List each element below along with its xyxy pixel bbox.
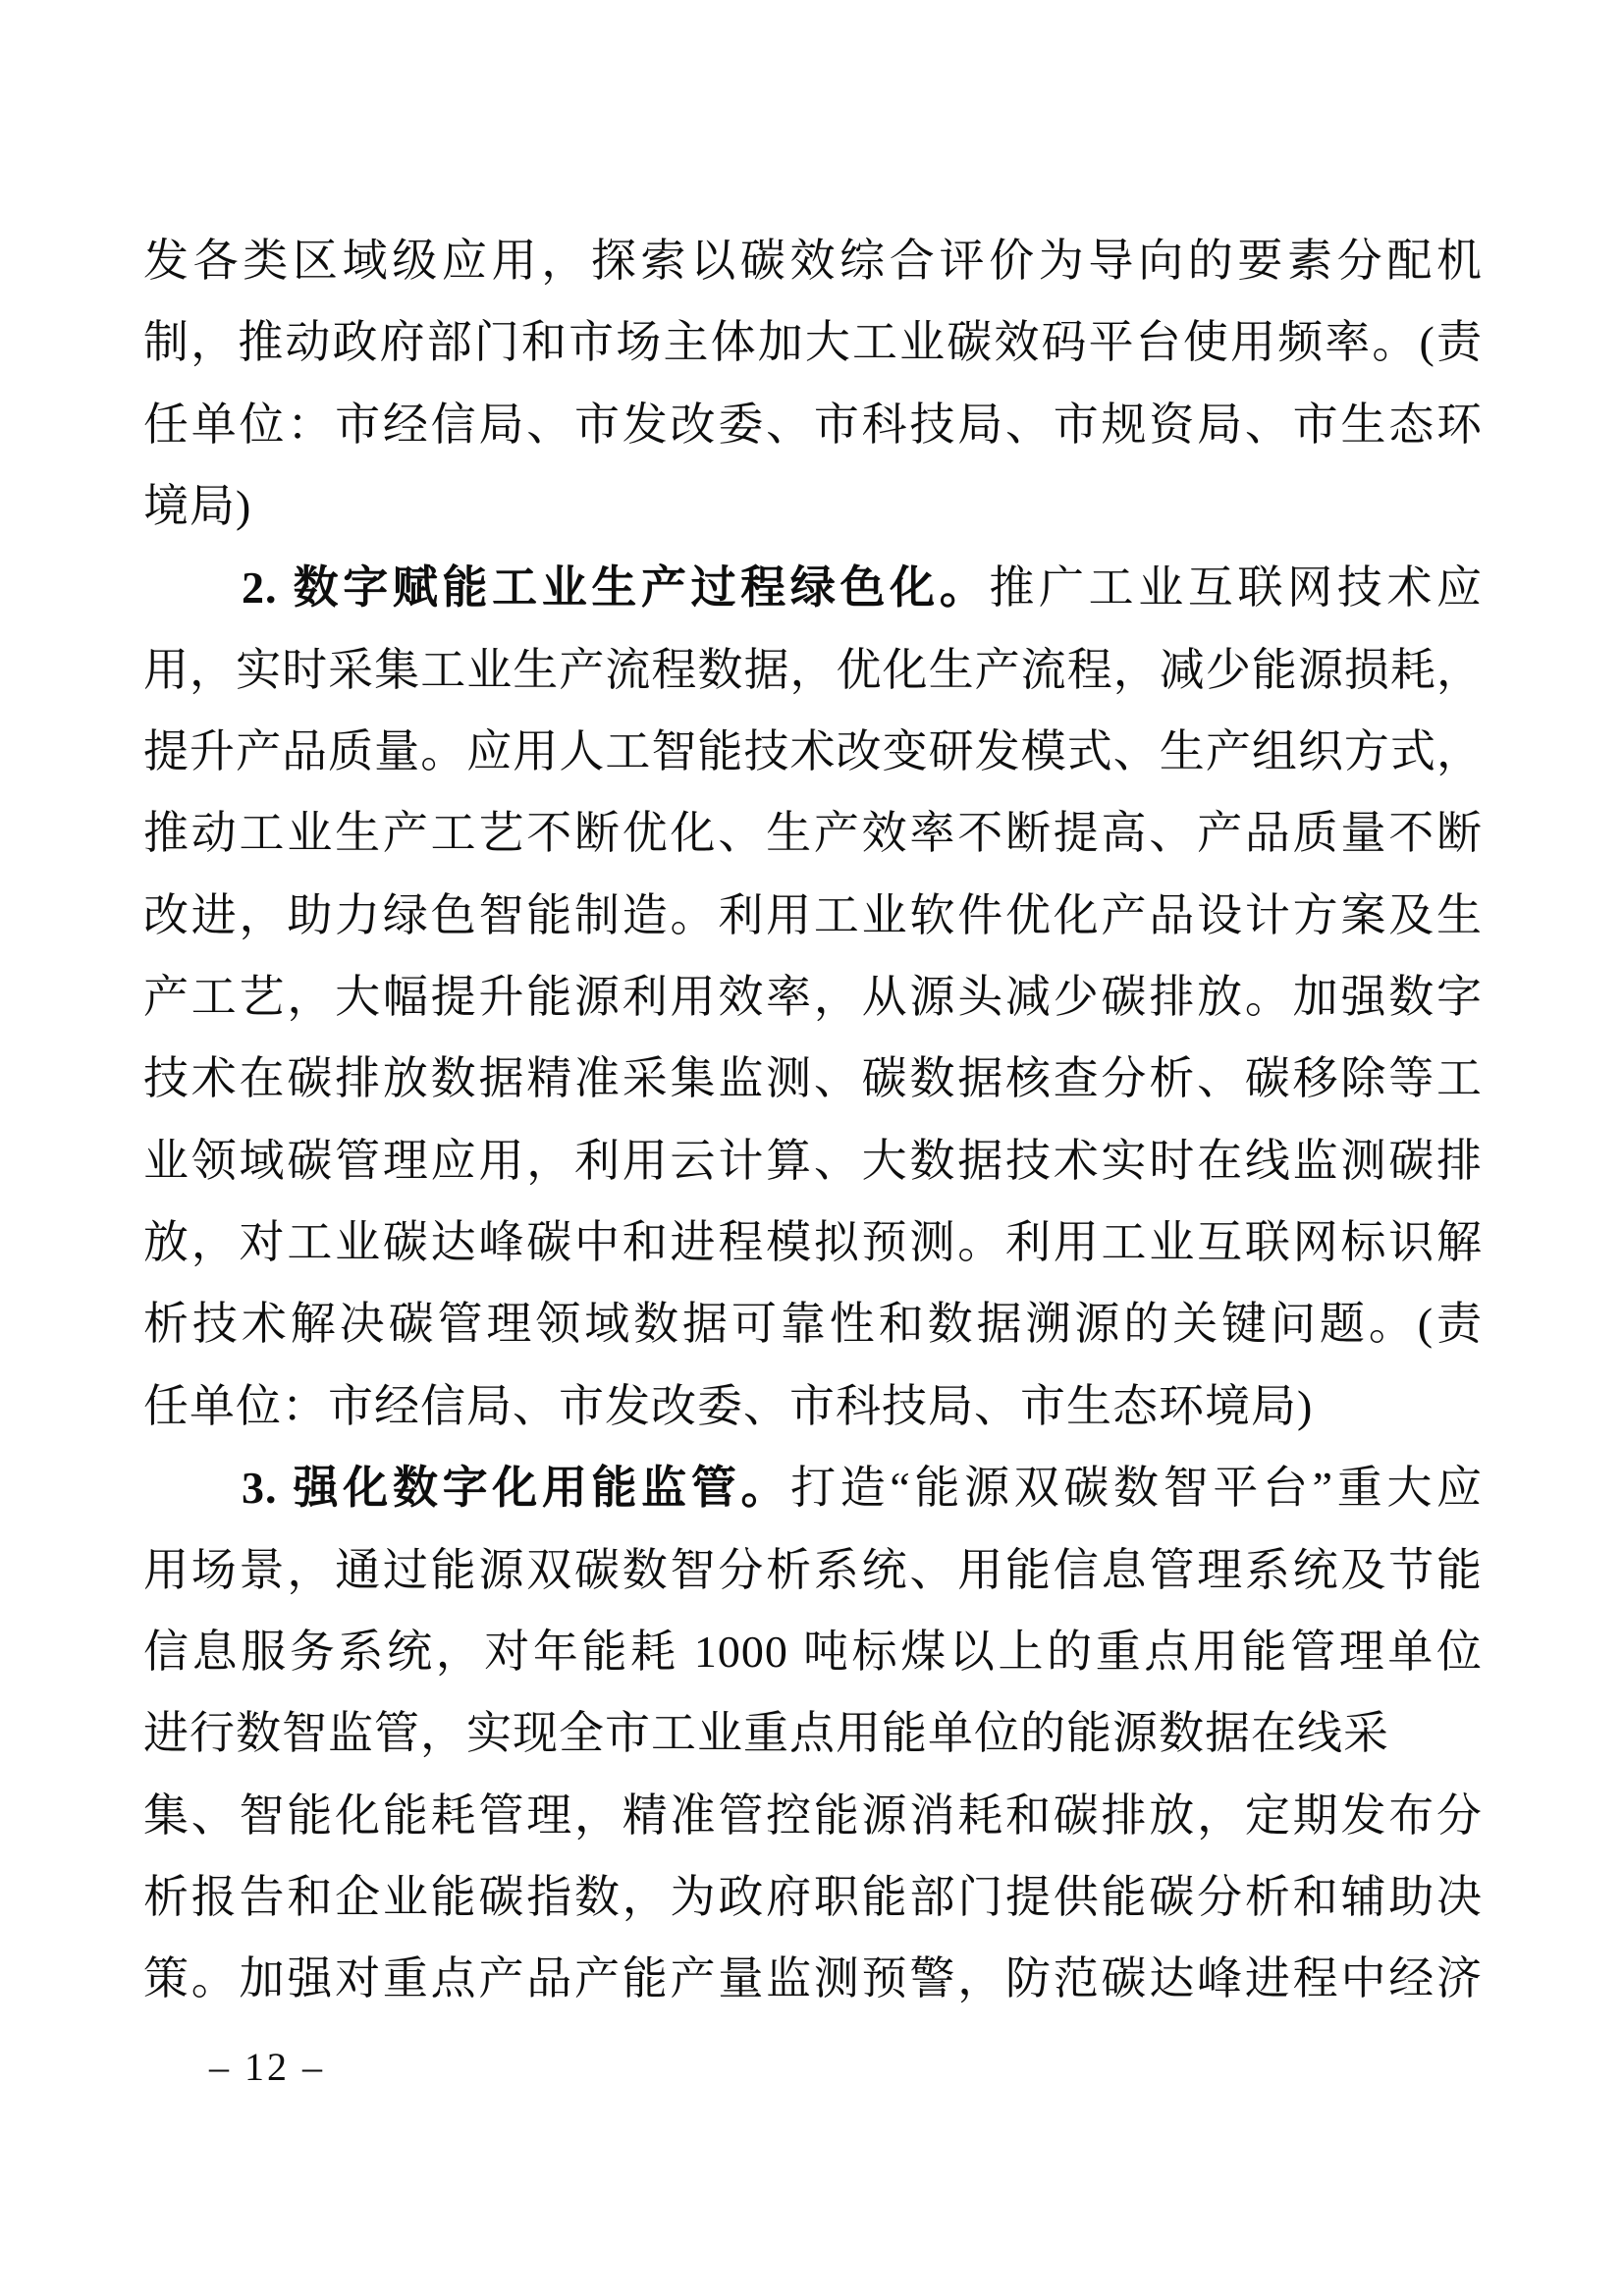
body-text: 发各类区域级应用，探索以碳效综合评价为导向的要素分配机 (143, 236, 1483, 286)
body-text: 任单位：市经信局、市发改委、市科技局、市规资局、市生态环 (143, 399, 1483, 450)
text-line (143, 1775, 1483, 1856)
heading-text: 3. 强化数字化用能监管。 (242, 1463, 791, 1514)
body-text: 策。加强对重点产品产能产量监测预警，防范碳达峰进程中经济 (143, 1953, 1483, 2004)
text-line (143, 629, 1483, 711)
body-text: 产工艺，大幅提升能源利用效率，从源头减少碳排放。加强数字 (143, 972, 1483, 1023)
text-line (143, 792, 1483, 874)
body-text: 打造“能源双碳数智平台”重大应 (790, 1463, 1483, 1514)
body-text: 提升产品质量。应用人工智能技术改变研发模式、生产组织方式， (143, 726, 1483, 777)
body-text: 信息服务系统，对年能耗 1000 吨标煤以上的重点用能管理单位 (143, 1626, 1483, 1677)
text-line (143, 1201, 1483, 1283)
body-text: 析技术解决碳管理领域数据可靠性和数据溯源的关键问题。(责 (143, 1299, 1483, 1350)
text-line (143, 1938, 1483, 2019)
body-text: 进行数智监管，实现全市工业重点用能单位的能源数据在线采 (143, 1708, 1389, 1759)
text-line (143, 220, 1483, 301)
body-text: 技术在碳排放数据精准采集监测、碳数据核查分析、碳移除等工 (143, 1053, 1483, 1104)
text-line (143, 1038, 1483, 1119)
text-line (143, 1529, 1483, 1611)
text-line (143, 1447, 1483, 1528)
body-text: 任单位：市经信局、市发改委、市科技局、市生态环境局) (143, 1380, 1314, 1431)
page-number: – 12 – (209, 2045, 325, 2089)
text-line (143, 465, 1483, 547)
body-text: 集、智能化能耗管理，精准管控能源消耗和碳排放，定期发布分 (143, 1789, 1483, 1841)
text-line (143, 1856, 1483, 1938)
body-text: 析报告和企业能碳指数，为政府职能部门提供能碳分析和辅助决 (143, 1871, 1483, 1922)
document-body (143, 220, 1483, 2020)
body-text: 制，推动政府部门和市场主体加大工业碳效码平台使用频率。(责 (143, 317, 1483, 368)
text-line (143, 301, 1483, 383)
text-line (143, 1692, 1483, 1774)
text-line (143, 1611, 1483, 1692)
text-line (143, 384, 1483, 465)
text-line (143, 711, 1483, 792)
body-text: 推广工业互联网技术应 (989, 562, 1483, 614)
text-line (143, 1283, 1483, 1364)
heading-text: 2. 数字赋能工业生产过程绿色化。 (242, 562, 990, 614)
text-line (143, 547, 1483, 628)
body-text: 用场景，通过能源双碳数智分析系统、用能信息管理系统及节能 (143, 1544, 1483, 1595)
body-text: 放，对工业碳达峰碳中和进程模拟预测。利用工业互联网标识解 (143, 1217, 1483, 1268)
body-text: 改进，助力绿色智能制造。利用工业软件优化产品设计方案及生 (143, 889, 1483, 940)
body-text: 推动工业生产工艺不断优化、生产效率不断提高、产品质量不断 (143, 808, 1483, 859)
text-line (143, 956, 1483, 1038)
text-line (143, 875, 1483, 956)
body-text: 业领域碳管理应用，利用云计算、大数据技术实时在线监测碳排 (143, 1135, 1483, 1186)
body-text: 用，实时采集工业生产流程数据，优化生产流程，减少能源损耗， (143, 644, 1483, 695)
text-line (143, 1120, 1483, 1201)
text-line (143, 1365, 1483, 1447)
body-text: 境局) (143, 481, 252, 532)
